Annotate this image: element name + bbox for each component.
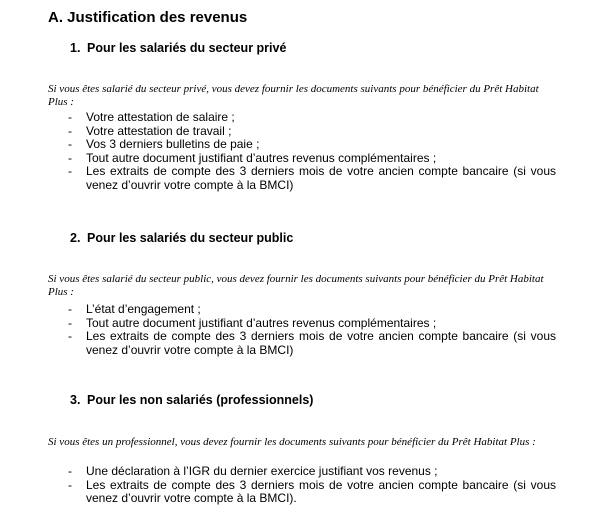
section-number: 3. — [70, 393, 81, 407]
document-list — [0, 303, 556, 357]
list-item: - Les extraits de compte des 3 derniers mois de votre ancien compte bancaire (si vous venez d’ouvrir votre compte à la BMCI) — [68, 164, 556, 192]
section-number: 2. — [70, 231, 81, 245]
page-title: A. Justification des revenus — [48, 9, 248, 26]
list-item: - Les extraits de compte des 3 derniers mois de votre ancien compte bancaire (si vous venez d’ouvrir votre compte à la BMCI). — [68, 477, 556, 506]
section-heading-prive — [70, 41, 286, 56]
section-heading-public — [70, 231, 293, 246]
list-item: - Vos 3 derniers bulletins de paie ; — [68, 137, 260, 152]
list-item: - L’état d’engagement ; — [68, 302, 201, 316]
section-title: Pour les non salariés (professionnels) — [87, 393, 314, 407]
section-intro: Si vous êtes salarié du secteur public, vous devez fournir les documents suivants pour bénéficier du Prêt Habitat Plus : — [48, 273, 544, 298]
section-title: Pour les salariés du secteur privé — [87, 41, 287, 55]
list-item: - Les extraits de compte des 3 derniers mois de votre ancien compte bancaire (si vous venez d’ouvrir votre compte à la BMCI) — [68, 329, 556, 357]
list-item: - Une déclaration à l’IGR du dernier exercice justifiant vos revenus ; — [68, 464, 438, 478]
list-item: - Tout autre document justifiant d’autres revenus complémentaires ; — [68, 315, 437, 330]
section-number: 1. — [70, 41, 81, 55]
section-title: Pour les salariés du secteur public — [87, 231, 294, 245]
list-item: - Votre attestation de salaire ; — [68, 110, 235, 124]
list-item: - Votre attestation de travail ; — [68, 123, 232, 138]
section-heading-professionnels — [70, 393, 313, 408]
document-list — [0, 465, 556, 506]
section-intro: Si vous êtes salarié du secteur privé, vous devez fournir les documents suivants pour bénéficier du Prêt Habitat Plus : — [48, 83, 539, 108]
section-intro: Si vous êtes un professionnel, vous devez fournir les documents suivants pour bénéficier du Prêt Habitat Plus : — [48, 436, 536, 448]
document-list — [0, 111, 556, 193]
list-item: - Tout autre document justifiant d’autres revenus complémentaires ; — [68, 150, 437, 165]
